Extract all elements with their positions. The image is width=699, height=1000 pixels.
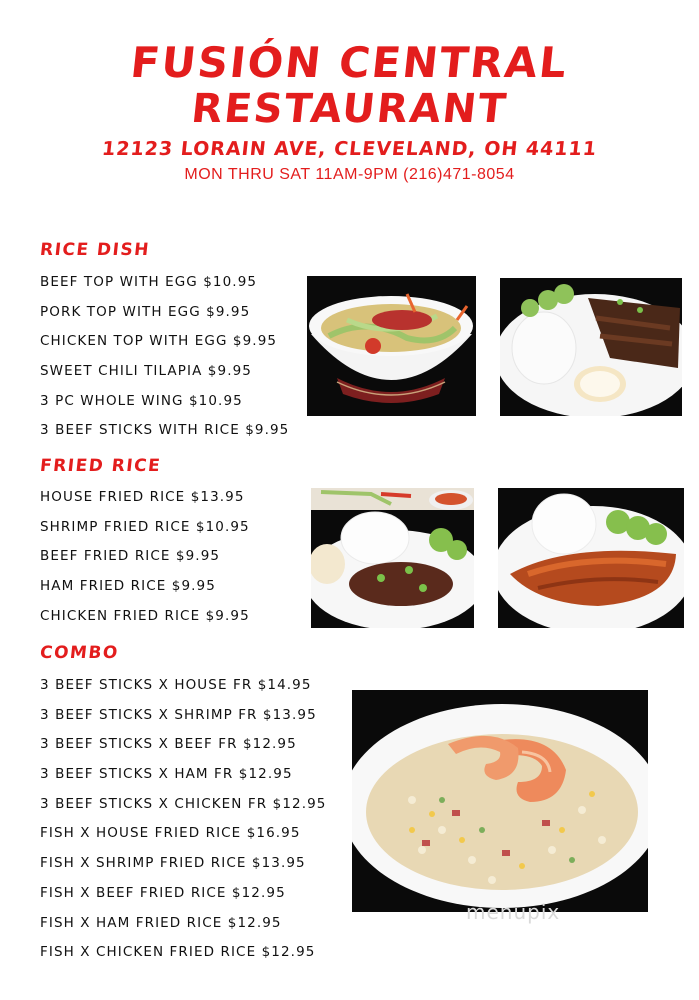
menu-item: 3 BEEF STICKS X SHRIMP FR $13.95 xyxy=(40,706,317,723)
menu-item: BEEF TOP WITH EGG $10.95 xyxy=(40,274,258,290)
menupix-watermark: menupix xyxy=(466,900,561,924)
menu-item: FISH X BEEF FRIED RICE $12.95 xyxy=(40,884,286,901)
menu-item: 3 BEEF STICKS WITH RICE $9.95 xyxy=(40,422,290,439)
menu-item: PORK TOP WITH EGG $9.95 xyxy=(40,303,251,320)
food-photo-shrimp-fried-rice xyxy=(352,690,648,912)
section-title-fried-rice: FRIED RICE xyxy=(38,456,163,476)
menu-item: 3 BEEF STICKS X HOUSE FR $14.95 xyxy=(40,677,312,693)
menu-item: 3 BEEF STICKS X HAM FR $12.95 xyxy=(40,766,293,783)
menu-item: FISH X HAM FRIED RICE $12.95 xyxy=(40,914,282,931)
restaurant-address: 12123 LORAIN AVE, CLEVELAND, OH 44111 xyxy=(100,138,599,160)
food-photo-soup-bowl xyxy=(307,276,476,416)
menu-item: CHICKEN FRIED RICE $9.95 xyxy=(40,607,250,624)
combo-list xyxy=(40,671,326,968)
restaurant-name-line1: FUSIÓN CENTRAL xyxy=(128,38,571,87)
food-photo-sweet-chili-tilapia xyxy=(498,488,684,628)
menu-item: FISH X HOUSE FRIED RICE $16.95 xyxy=(40,825,301,842)
section-title-rice-dish: RICE DISH xyxy=(38,240,151,260)
rice-dish-list xyxy=(40,268,289,446)
menu-item: SHRIMP FRIED RICE $10.95 xyxy=(40,518,250,535)
restaurant-name-line2: RESTAURANT xyxy=(189,86,510,132)
menu-item: FISH X SHRIMP FRIED RICE $13.95 xyxy=(40,855,306,872)
menu-item: 3 BEEF STICKS X CHICKEN FR $12.95 xyxy=(40,795,327,812)
food-photo-beef-top-with-egg xyxy=(500,278,682,416)
menu-item: FISH X CHICKEN FRIED RICE $12.95 xyxy=(40,944,316,961)
food-photo-beef-fried-rice xyxy=(311,488,474,628)
menu-item: SWEET CHILI TILAPIA $9.95 xyxy=(40,363,252,380)
restaurant-hours-phone: MON THRU SAT 11AM-9PM (216)471-8054 xyxy=(184,166,515,183)
fried-rice-list xyxy=(40,483,250,631)
menu-item: HOUSE FRIED RICE $13.95 xyxy=(40,489,245,505)
menu-item: 3 PC WHOLE WING $10.95 xyxy=(40,392,243,409)
menu-item: BEEF FRIED RICE $9.95 xyxy=(40,548,221,565)
menu-item: 3 BEEF STICKS X BEEF FR $12.95 xyxy=(40,736,297,753)
menu-item: CHICKEN TOP WITH EGG $9.95 xyxy=(40,333,278,350)
menu-item: HAM FRIED RICE $9.95 xyxy=(40,578,216,595)
section-title-combo: COMBO xyxy=(38,643,120,663)
